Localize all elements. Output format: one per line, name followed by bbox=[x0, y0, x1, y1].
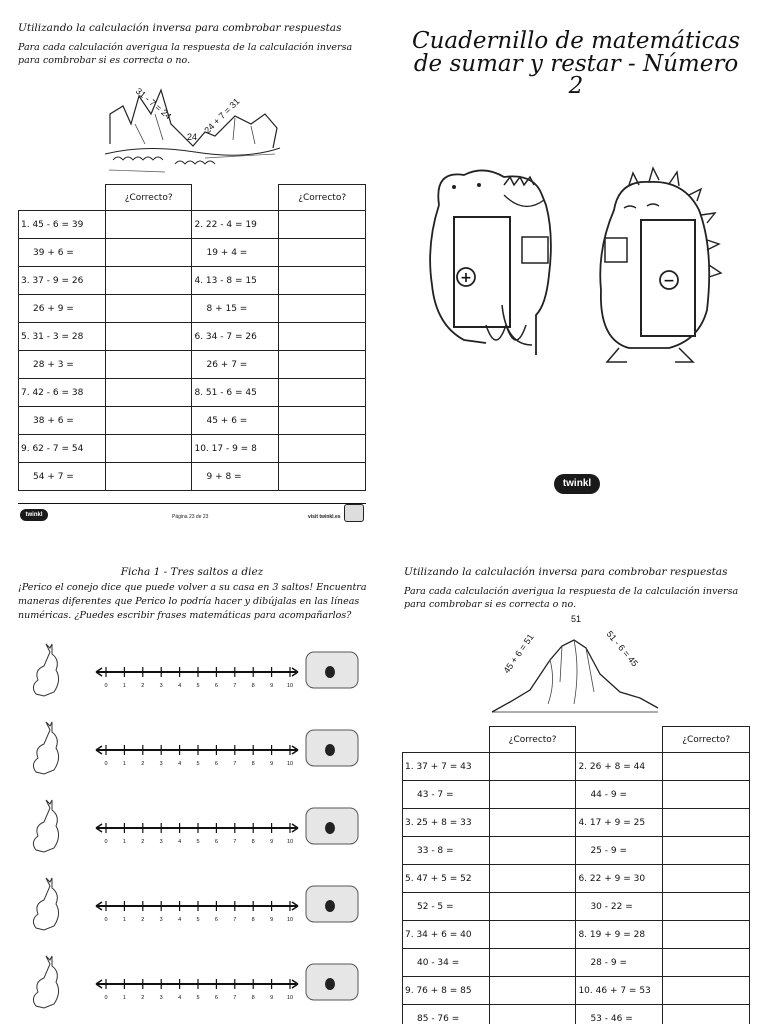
table-row bbox=[403, 949, 750, 977]
tick-label: 1 bbox=[122, 995, 126, 1001]
table-row bbox=[403, 977, 750, 1005]
tick-label: 9 bbox=[270, 761, 274, 767]
tick-label: 1 bbox=[122, 839, 126, 845]
tick-label: 3 bbox=[159, 917, 163, 923]
equation-cell: 8. 51 - 6 = 45 bbox=[192, 379, 279, 407]
answer-check-cell[interactable] bbox=[279, 435, 366, 463]
tick-label: 7 bbox=[233, 839, 237, 845]
equation-cell: 19 + 4 = bbox=[192, 239, 279, 267]
equation-cell: 52 - 5 = bbox=[403, 893, 490, 921]
equation-cell: 38 + 6 = bbox=[19, 407, 106, 435]
tick-label: 2 bbox=[141, 683, 145, 689]
tick-label: 6 bbox=[214, 761, 218, 767]
table-row bbox=[19, 407, 366, 435]
equation-cell: 7. 42 - 6 = 38 bbox=[19, 379, 106, 407]
equation-cell: 33 - 8 = bbox=[403, 837, 490, 865]
equation-cell: 9. 62 - 7 = 54 bbox=[19, 435, 106, 463]
tick-label: 10 bbox=[286, 761, 294, 767]
tick-label: 5 bbox=[196, 995, 200, 1001]
burrow-hole-icon bbox=[325, 822, 335, 834]
equation-cell: 40 - 34 = bbox=[403, 949, 490, 977]
monster-minus-illustration bbox=[589, 170, 719, 370]
equation-cell: 4. 13 - 8 = 15 bbox=[192, 267, 279, 295]
illustration-label: 24 bbox=[187, 132, 198, 142]
answer-check-cell[interactable] bbox=[105, 239, 192, 267]
equation-cell: 53 - 46 = bbox=[576, 1005, 663, 1024]
equation-cell: 9 + 8 = bbox=[192, 463, 279, 491]
number-line[interactable] bbox=[0, 800, 384, 870]
answer-check-cell[interactable] bbox=[105, 295, 192, 323]
table-row bbox=[403, 1005, 750, 1024]
illustration-label: 51 - 6 = 45 bbox=[604, 628, 640, 669]
equation-cell: 44 - 9 = bbox=[576, 781, 663, 809]
answer-table bbox=[402, 726, 750, 1024]
table-row bbox=[19, 267, 366, 295]
answer-check-cell[interactable] bbox=[663, 921, 750, 949]
answer-check-cell[interactable] bbox=[105, 435, 192, 463]
tick-label: 5 bbox=[196, 761, 200, 767]
column-header-correct: ¿Correcto? bbox=[663, 727, 750, 753]
rabbit-icon bbox=[33, 956, 58, 1008]
answer-check-cell[interactable] bbox=[489, 753, 576, 781]
number-line[interactable] bbox=[0, 644, 384, 714]
number-line-worksheet bbox=[0, 548, 384, 1024]
equation-cell: 1. 45 - 6 = 39 bbox=[19, 211, 106, 239]
rabbit-icon bbox=[33, 800, 58, 852]
tick-label: 0 bbox=[104, 995, 108, 1001]
tick-label: 3 bbox=[159, 995, 163, 1001]
instructions-line: para combrobar si es correcta o no. bbox=[404, 599, 577, 610]
answer-check-cell[interactable] bbox=[105, 323, 192, 351]
tick-label: 8 bbox=[251, 995, 255, 1001]
answer-check-cell[interactable] bbox=[663, 977, 750, 1005]
column-header-correct: ¿Correcto? bbox=[489, 727, 576, 753]
equation-cell: 45 + 6 = bbox=[192, 407, 279, 435]
badge-icon bbox=[344, 504, 364, 522]
blank-cell bbox=[403, 727, 490, 753]
tick-label: 4 bbox=[178, 917, 182, 923]
answer-check-cell[interactable] bbox=[105, 351, 192, 379]
rabbit-icon bbox=[33, 644, 58, 696]
footer-site: visit twinkl.es bbox=[308, 514, 341, 520]
tick-label: 10 bbox=[286, 995, 294, 1001]
equation-cell: 3. 37 - 9 = 26 bbox=[19, 267, 106, 295]
equation-cell: 5. 47 + 5 = 52 bbox=[403, 865, 490, 893]
tick-label: 5 bbox=[196, 917, 200, 923]
table-row bbox=[403, 809, 750, 837]
number-line[interactable] bbox=[0, 878, 384, 948]
plus-sign-icon: + bbox=[460, 270, 472, 286]
tick-label: 8 bbox=[251, 683, 255, 689]
tick-label: 7 bbox=[233, 917, 237, 923]
twinkl-logo: twinkl bbox=[20, 509, 48, 521]
equation-cell: 5. 31 - 3 = 28 bbox=[19, 323, 106, 351]
tick-label: 6 bbox=[214, 839, 218, 845]
answer-check-cell[interactable] bbox=[663, 781, 750, 809]
tick-label: 9 bbox=[270, 683, 274, 689]
answer-check-cell[interactable] bbox=[279, 351, 366, 379]
answer-check-cell[interactable] bbox=[279, 379, 366, 407]
blank-cell bbox=[576, 727, 663, 753]
column-header-correct: ¿Correcto? bbox=[105, 185, 192, 211]
table-header-row bbox=[403, 727, 750, 753]
cover-title: de sumar y restar - Número bbox=[413, 51, 739, 77]
answer-check-cell[interactable] bbox=[489, 949, 576, 977]
illustration-label: 24 + 7 = 31 bbox=[202, 96, 242, 136]
tick-label: 5 bbox=[196, 839, 200, 845]
equation-cell: 26 + 9 = bbox=[19, 295, 106, 323]
number-line-row bbox=[0, 878, 384, 948]
tick-label: 1 bbox=[122, 761, 126, 767]
answer-check-cell[interactable] bbox=[489, 921, 576, 949]
answer-check-cell[interactable] bbox=[279, 239, 366, 267]
equation-cell: 28 - 9 = bbox=[576, 949, 663, 977]
rabbit-icon bbox=[33, 878, 58, 930]
answer-check-cell[interactable] bbox=[279, 407, 366, 435]
blank-cell bbox=[19, 185, 106, 211]
equation-cell: 6. 34 - 7 = 26 bbox=[192, 323, 279, 351]
answer-check-cell[interactable] bbox=[663, 837, 750, 865]
equation-cell: 7. 34 + 6 = 40 bbox=[403, 921, 490, 949]
tick-label: 9 bbox=[270, 917, 274, 923]
instructions-line: Para cada calculación averigua la respuesta de la calculación inversa bbox=[404, 586, 739, 597]
tick-label: 4 bbox=[178, 761, 182, 767]
tick-label: 8 bbox=[251, 761, 255, 767]
tick-label: 1 bbox=[122, 683, 126, 689]
monster-plus-illustration bbox=[424, 165, 574, 365]
table-row bbox=[403, 781, 750, 809]
page-heading: Utilizando la calculación inversa para combrobar respuestas bbox=[18, 22, 342, 34]
instructions-line: maneras diferentes que Perico lo podría hacer y dibújalas en las líneas bbox=[18, 596, 360, 607]
rabbit-icon bbox=[33, 722, 58, 774]
tick-label: 7 bbox=[233, 761, 237, 767]
tick-label: 10 bbox=[286, 683, 294, 689]
table-row bbox=[19, 435, 366, 463]
table-row bbox=[403, 753, 750, 781]
answer-check-cell[interactable] bbox=[105, 407, 192, 435]
instructions-line: numéricas. ¿Puedes escribir frases matemáticas para acompañarlos? bbox=[18, 610, 352, 621]
answer-check-cell[interactable] bbox=[663, 865, 750, 893]
burrow-hole-icon bbox=[325, 666, 335, 678]
tick-label: 4 bbox=[178, 995, 182, 1001]
tick-label: 0 bbox=[104, 761, 108, 767]
answer-check-cell[interactable] bbox=[279, 211, 366, 239]
tick-label: 6 bbox=[214, 917, 218, 923]
answer-check-cell[interactable] bbox=[489, 809, 576, 837]
tick-label: 10 bbox=[286, 917, 294, 923]
table-row bbox=[19, 463, 366, 491]
equation-cell: 2. 26 + 8 = 44 bbox=[576, 753, 663, 781]
table-row bbox=[403, 837, 750, 865]
equation-cell: 10. 46 + 7 = 53 bbox=[576, 977, 663, 1005]
page-heading: Ficha 1 - Tres saltos a diez bbox=[120, 566, 264, 578]
equation-cell: 2. 22 - 4 = 19 bbox=[192, 211, 279, 239]
page-heading: Utilizando la calculación inversa para combrobar respuestas bbox=[404, 566, 728, 578]
answer-check-cell[interactable] bbox=[489, 977, 576, 1005]
instructions-line: ¡Perico el conejo dice que puede volver a su casa en 3 saltos! Encuentra bbox=[18, 582, 367, 593]
number-line-row bbox=[0, 956, 384, 1024]
tick-label: 4 bbox=[178, 839, 182, 845]
table-row bbox=[403, 921, 750, 949]
equation-cell: 10. 17 - 9 = 8 bbox=[192, 435, 279, 463]
instructions-line: Para cada calculación averigua la respuesta de la calculación inversa bbox=[18, 42, 353, 53]
answer-table bbox=[18, 184, 366, 491]
mountain-illustration bbox=[105, 84, 280, 179]
instructions-line: para combrobar si es correcta o no. bbox=[18, 55, 191, 66]
table-row bbox=[403, 865, 750, 893]
tick-label: 2 bbox=[141, 917, 145, 923]
tick-label: 4 bbox=[178, 683, 182, 689]
equation-cell: 8. 19 + 9 = 28 bbox=[576, 921, 663, 949]
answer-check-cell[interactable] bbox=[489, 1005, 576, 1024]
equation-cell: 4. 17 + 9 = 25 bbox=[576, 809, 663, 837]
answer-check-cell[interactable] bbox=[489, 837, 576, 865]
cover-page bbox=[384, 0, 768, 526]
table-row bbox=[19, 379, 366, 407]
equation-cell: 25 - 9 = bbox=[576, 837, 663, 865]
tick-label: 1 bbox=[122, 917, 126, 923]
blank-cell bbox=[192, 185, 279, 211]
answer-check-cell[interactable] bbox=[105, 463, 192, 491]
twinkl-logo: twinkl bbox=[554, 474, 600, 494]
tick-label: 3 bbox=[159, 839, 163, 845]
table-row bbox=[403, 893, 750, 921]
burrow-hole-icon bbox=[325, 900, 335, 912]
cover-title: Cuadernillo de matemáticas bbox=[411, 28, 741, 54]
tick-label: 0 bbox=[104, 839, 108, 845]
equation-cell: 9. 76 + 8 = 85 bbox=[403, 977, 490, 1005]
equation-cell: 54 + 7 = bbox=[19, 463, 106, 491]
answer-check-cell[interactable] bbox=[663, 893, 750, 921]
equation-cell: 1. 37 + 7 = 43 bbox=[403, 753, 490, 781]
tick-label: 8 bbox=[251, 917, 255, 923]
answer-check-cell[interactable] bbox=[663, 809, 750, 837]
number-line-row bbox=[0, 722, 384, 792]
answer-check-cell[interactable] bbox=[489, 893, 576, 921]
tick-label: 8 bbox=[251, 839, 255, 845]
number-line[interactable] bbox=[0, 722, 384, 792]
answer-check-cell[interactable] bbox=[663, 753, 750, 781]
burrow-hole-icon bbox=[325, 744, 335, 756]
answer-check-cell[interactable] bbox=[663, 949, 750, 977]
cover-title-number: 2 bbox=[568, 73, 584, 99]
tick-label: 6 bbox=[214, 683, 218, 689]
equation-cell: 30 - 22 = bbox=[576, 893, 663, 921]
table-row bbox=[19, 323, 366, 351]
table-row bbox=[19, 239, 366, 267]
table-row bbox=[19, 351, 366, 379]
table-row bbox=[19, 295, 366, 323]
tick-label: 9 bbox=[270, 995, 274, 1001]
tick-label: 5 bbox=[196, 683, 200, 689]
footer-page-number: Página 23 de 23 bbox=[172, 514, 209, 520]
worksheet-page-inverse-subtraction bbox=[0, 0, 384, 526]
minus-sign-icon: − bbox=[663, 273, 675, 289]
column-header-correct: ¿Correcto? bbox=[279, 185, 366, 211]
illustration-label: 31 - 7 = 24 bbox=[133, 85, 174, 122]
tick-label: 3 bbox=[159, 761, 163, 767]
answer-check-cell[interactable] bbox=[489, 781, 576, 809]
illustration-label: 45 + 6 = 51 bbox=[501, 632, 536, 676]
tick-label: 0 bbox=[104, 683, 108, 689]
tick-label: 6 bbox=[214, 995, 218, 1001]
tick-label: 2 bbox=[141, 839, 145, 845]
answer-check-cell[interactable] bbox=[105, 379, 192, 407]
tick-label: 2 bbox=[141, 995, 145, 1001]
number-line-row bbox=[0, 800, 384, 870]
equation-cell: 8 + 15 = bbox=[192, 295, 279, 323]
tick-label: 2 bbox=[141, 761, 145, 767]
answer-check-cell[interactable] bbox=[105, 267, 192, 295]
table-row bbox=[19, 211, 366, 239]
equation-cell: 26 + 7 = bbox=[192, 351, 279, 379]
tick-label: 7 bbox=[233, 995, 237, 1001]
equation-cell: 28 + 3 = bbox=[19, 351, 106, 379]
equation-cell: 85 - 76 = bbox=[403, 1005, 490, 1024]
equation-cell: 43 - 7 = bbox=[403, 781, 490, 809]
tick-label: 10 bbox=[286, 839, 294, 845]
number-line[interactable] bbox=[0, 956, 384, 1024]
equation-cell: 39 + 6 = bbox=[19, 239, 106, 267]
tick-label: 0 bbox=[104, 917, 108, 923]
illustration-label: 51 bbox=[570, 614, 582, 624]
equation-cell: 6. 22 + 9 = 30 bbox=[576, 865, 663, 893]
footer-divider bbox=[18, 503, 366, 504]
worksheet-page-inverse-addition bbox=[384, 548, 768, 1024]
answer-check-cell[interactable] bbox=[489, 865, 576, 893]
answer-check-cell[interactable] bbox=[279, 463, 366, 491]
burrow-hole-icon bbox=[325, 978, 335, 990]
answer-check-cell[interactable] bbox=[105, 211, 192, 239]
tick-label: 9 bbox=[270, 839, 274, 845]
tick-label: 3 bbox=[159, 683, 163, 689]
tick-label: 7 bbox=[233, 683, 237, 689]
answer-check-cell[interactable] bbox=[279, 323, 366, 351]
equation-cell: 3. 25 + 8 = 33 bbox=[403, 809, 490, 837]
answer-check-cell[interactable] bbox=[279, 267, 366, 295]
answer-check-cell[interactable] bbox=[663, 1005, 750, 1024]
number-line-row bbox=[0, 644, 384, 714]
answer-check-cell[interactable] bbox=[279, 295, 366, 323]
table-header-row bbox=[19, 185, 366, 211]
mountain-illustration bbox=[490, 612, 660, 717]
